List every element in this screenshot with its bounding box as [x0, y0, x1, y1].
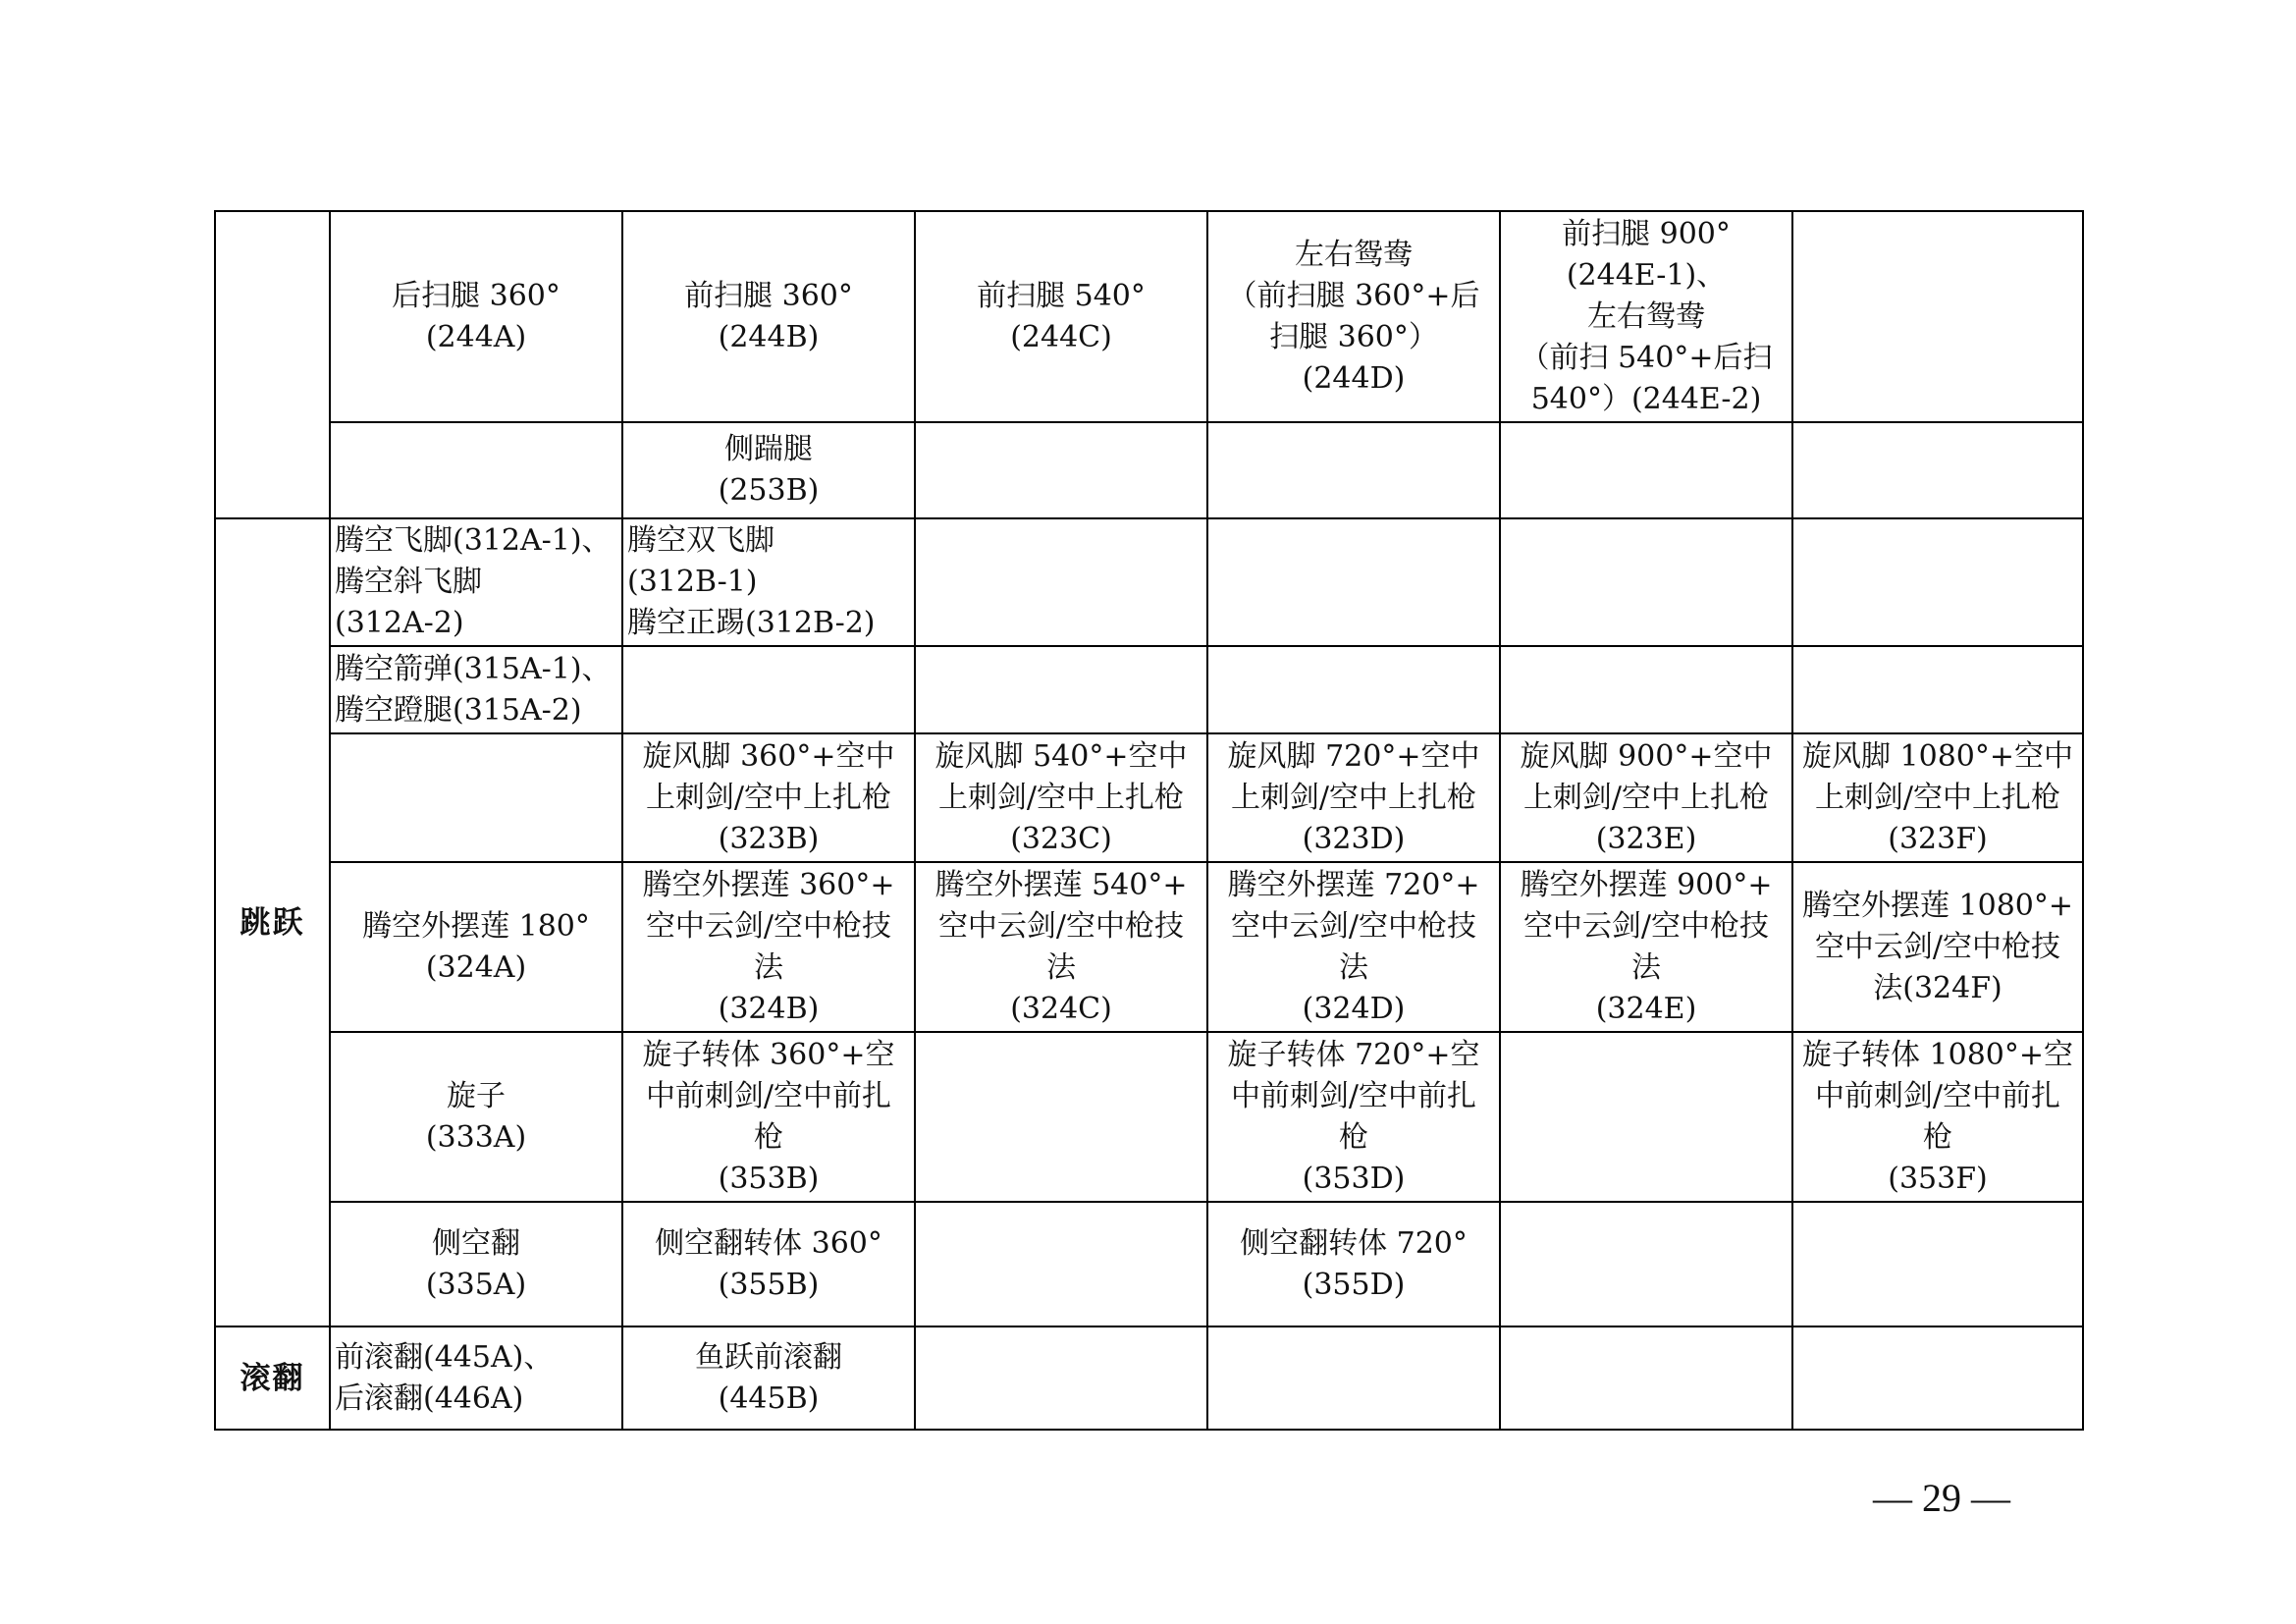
table-cell: 后扫腿 360° (244A) [330, 211, 622, 422]
table-cell: 旋子转体 1080°+空 中前刺剑/空中前扎 枪 (353F) [1792, 1032, 2083, 1202]
table-cell [1792, 1202, 2083, 1326]
table-cell [622, 646, 915, 733]
table-cell [1500, 1032, 1792, 1202]
table-cell: 腾空外摆莲 720°+ 空中云剑/空中枪技 法 (324D) [1207, 862, 1500, 1032]
table-row [215, 422, 2083, 518]
table-cell: 腾空飞脚(312A-1)、 腾空斜飞脚 (312A-2) [330, 518, 622, 646]
table-cell [1500, 518, 1792, 646]
table-cell: 前滚翻(445A)、 后滚翻(446A) [330, 1326, 622, 1430]
table-cell [1207, 518, 1500, 646]
movement-table [214, 210, 2084, 1431]
table-cell: 旋子转体 720°+空 中前刺剑/空中前扎 枪 (353D) [1207, 1032, 1500, 1202]
category-cell-empty [215, 211, 330, 518]
table-cell: 腾空外摆莲 900°+ 空中云剑/空中枪技 法 (324E) [1500, 862, 1792, 1032]
table-cell [915, 1202, 1207, 1326]
table-cell: 侧空翻转体 720° (355D) [1207, 1202, 1500, 1326]
table-cell: 前扫腿 360° (244B) [622, 211, 915, 422]
table-cell: 鱼跃前滚翻 (445B) [622, 1326, 915, 1430]
table-cell [1207, 646, 1500, 733]
table-cell [1500, 422, 1792, 518]
table-cell: 腾空双飞脚 (312B-1) 腾空正踢(312B-2) [622, 518, 915, 646]
category-jump: 跳跃 [215, 518, 330, 1326]
table-cell [1792, 1326, 2083, 1430]
table-cell [915, 422, 1207, 518]
table-cell: 旋风脚 360°+空中 上刺剑/空中上扎枪 (323B) [622, 733, 915, 862]
table-cell: 腾空箭弹(315A-1)、 腾空蹬腿(315A-2) [330, 646, 622, 733]
table-cell: 旋子转体 360°+空 中前刺剑/空中前扎 枪 (353B) [622, 1032, 915, 1202]
table-row [215, 211, 2083, 422]
table-row [215, 518, 2083, 646]
table-cell [330, 422, 622, 518]
table-cell: 腾空外摆莲 1080°+ 空中云剑/空中枪技 法(324F) [1792, 862, 2083, 1032]
table-row [215, 1202, 2083, 1326]
page-number: — 29 — [1873, 1476, 2010, 1520]
table-cell [915, 646, 1207, 733]
table-row [215, 646, 2083, 733]
table-row [215, 1032, 2083, 1202]
table-row [215, 862, 2083, 1032]
table-cell: 旋子 (333A) [330, 1032, 622, 1202]
table-cell: 腾空外摆莲 540°+ 空中云剑/空中枪技 法 (324C) [915, 862, 1207, 1032]
table-cell: 侧空翻转体 360° (355B) [622, 1202, 915, 1326]
table-cell [915, 518, 1207, 646]
table-cell [1207, 422, 1500, 518]
table-cell: 旋风脚 900°+空中 上刺剑/空中上扎枪 (323E) [1500, 733, 1792, 862]
table-cell [1792, 518, 2083, 646]
table-cell: 侧踹腿 (253B) [622, 422, 915, 518]
table-cell [1500, 646, 1792, 733]
table-cell: 前扫腿 900° (244E-1)、 左右鸳鸯 （前扫 540°+后扫 540°）(244E-2) [1500, 211, 1792, 422]
table-cell: 腾空外摆莲 360°+ 空中云剑/空中枪技 法 (324B) [622, 862, 915, 1032]
table-cell [1792, 646, 2083, 733]
table-cell [1792, 422, 2083, 518]
table-cell [915, 1326, 1207, 1430]
category-roll: 滚翻 [215, 1326, 330, 1430]
table-cell: 旋风脚 1080°+空中 上刺剑/空中上扎枪 (323F) [1792, 733, 2083, 862]
table-cell [1792, 211, 2083, 422]
table-cell: 前扫腿 540° (244C) [915, 211, 1207, 422]
table-cell: 侧空翻 (335A) [330, 1202, 622, 1326]
table-row [215, 1326, 2083, 1430]
table-cell [1207, 1326, 1500, 1430]
table-cell: 左右鸳鸯 （前扫腿 360°+后 扫腿 360°） (244D) [1207, 211, 1500, 422]
table-row [215, 733, 2083, 862]
table-cell [1500, 1202, 1792, 1326]
table-cell [915, 1032, 1207, 1202]
table-cell: 腾空外摆莲 180° (324A) [330, 862, 622, 1032]
table-cell: 旋风脚 540°+空中 上刺剑/空中上扎枪 (323C) [915, 733, 1207, 862]
table-cell [330, 733, 622, 862]
table-cell: 旋风脚 720°+空中 上刺剑/空中上扎枪 (323D) [1207, 733, 1500, 862]
table-cell [1500, 1326, 1792, 1430]
